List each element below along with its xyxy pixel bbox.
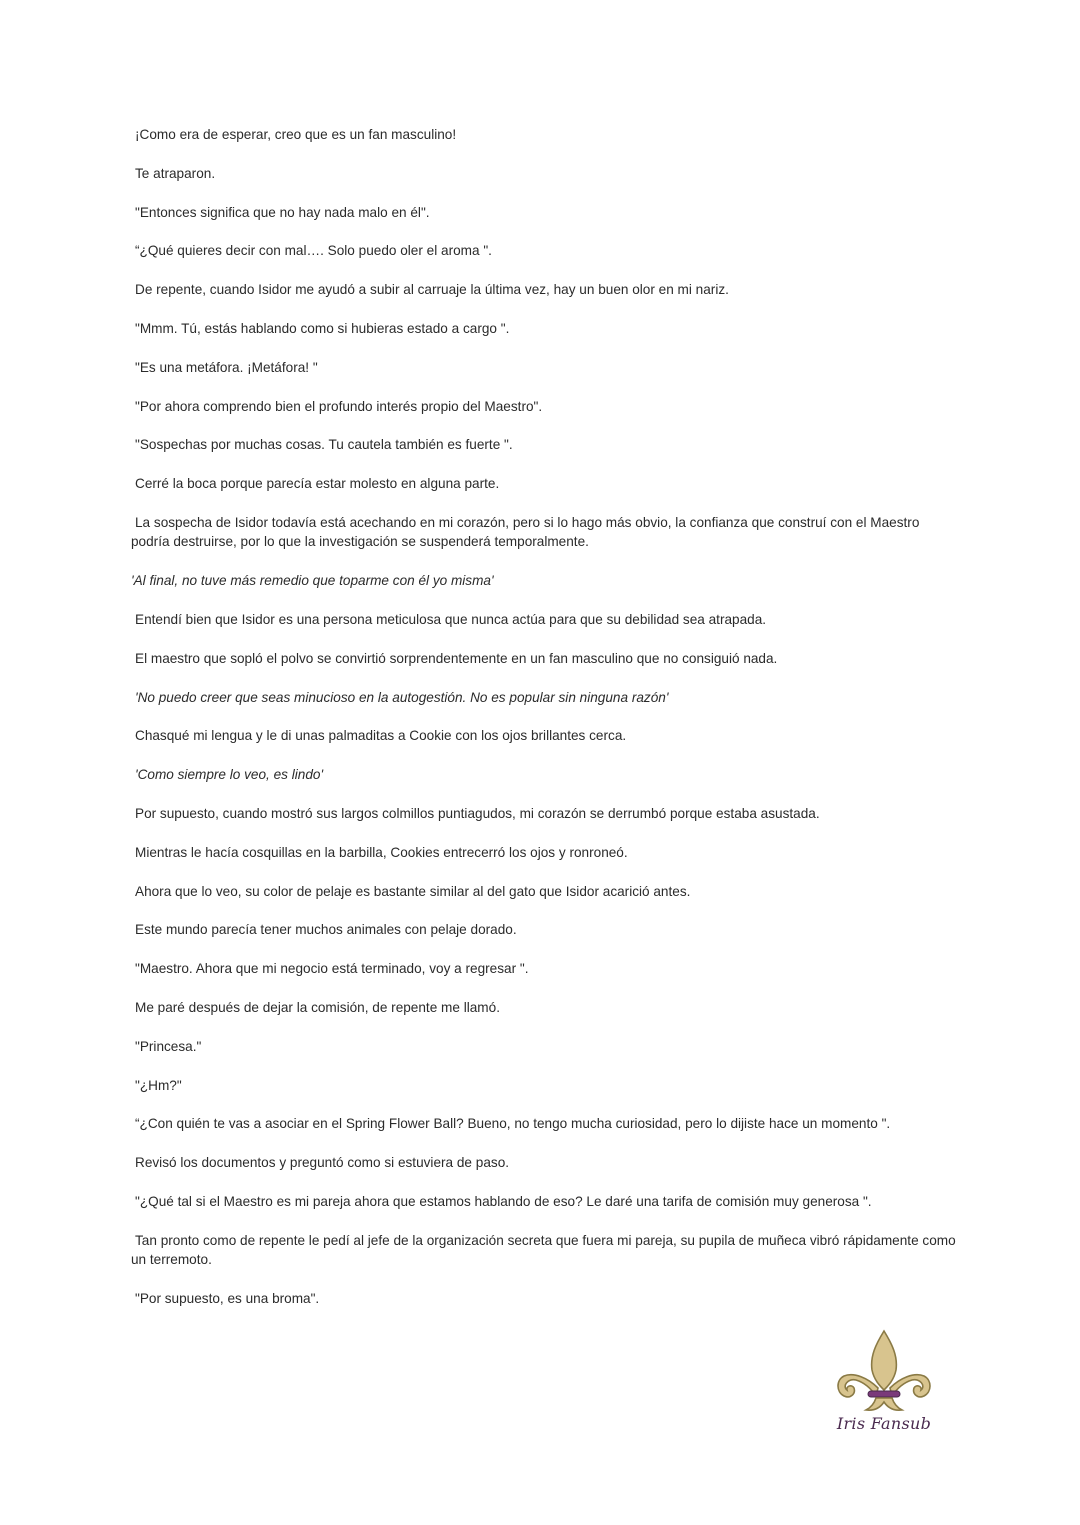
paragraph: Revisó los documentos y preguntó como si estuviera de paso. bbox=[135, 1155, 510, 1171]
paragraph: “¿Qué quieres decir con mal…. Solo puedo oler el aroma ". bbox=[135, 243, 492, 259]
paragraph: De repente, cuando Isidor me ayudó a subir al carruaje la última vez, hay un buen olor en mi nariz. bbox=[135, 282, 729, 298]
paragraph: "Princesa." bbox=[135, 1038, 202, 1054]
paragraph: Te atraparon. bbox=[135, 165, 216, 181]
paragraph: Tan pronto como de repente le pedí al jefe de la organización secreta que fuera mi pareja, su pupila de muñeca vibró rápidamente como un terremoto. bbox=[131, 1232, 956, 1268]
paragraph: ¡Como era de esperar, creo que es un fan masculino! bbox=[135, 127, 457, 142]
document-body bbox=[131, 125, 961, 1328]
paragraph: Mientras le hacía cosquillas en la barbilla, Cookies entrecerró los ojos y ronroneó. bbox=[135, 844, 628, 860]
paragraph: "¿Hm?" bbox=[135, 1077, 182, 1093]
paragraph: El maestro que sopló el polvo se convirtió sorprendentemente en un fan masculino que no consiguió nada. bbox=[135, 650, 778, 666]
paragraph: 'Como siempre lo veo, es lindo' bbox=[135, 767, 324, 783]
paragraph: La sospecha de Isidor todavía está acechando en mi corazón, pero si lo hago más obvio, la confianza que construí con el Maestro podría destruirse, por lo que la investigación se suspenderá temporalmente. bbox=[131, 514, 920, 550]
paragraph: Entendí bien que Isidor es una persona meticulosa que nunca actúa para que su debilidad sea atrapada. bbox=[135, 611, 767, 627]
paragraph: "Entonces significa que no hay nada malo en él". bbox=[135, 204, 430, 220]
paragraph: Cerré la boca porque parecía estar molesto en alguna parte. bbox=[135, 476, 500, 492]
paragraph: 'Al final, no tuve más remedio que toparme con él yo misma' bbox=[131, 573, 494, 589]
paragraph: Chasqué mi lengua y le di unas palmaditas a Cookie con los ojos brillantes cerca. bbox=[135, 728, 627, 744]
paragraph: "Maestro. Ahora que mi negocio está terminado, voy a regresar ". bbox=[135, 961, 529, 977]
paragraph: "Por ahora comprendo bien el profundo interés propio del Maestro". bbox=[135, 398, 543, 414]
paragraph: Me paré después de dejar la comisión, de repente me llamó. bbox=[135, 999, 500, 1015]
paragraph: Este mundo parecía tener muchos animales con pelaje dorado. bbox=[135, 922, 517, 938]
paragraph: "Por supuesto, es una broma". bbox=[135, 1290, 320, 1306]
iris-fansub-logo bbox=[832, 1328, 936, 1440]
fleur-de-lis-icon bbox=[832, 1328, 936, 1416]
paragraph: "Sospechas por muchas cosas. Tu cautela también es fuerte ". bbox=[135, 437, 513, 453]
paragraph: "Es una metáfora. ¡Metáfora! " bbox=[135, 359, 318, 375]
paragraph: “¿Con quién te vas a asociar en el Spring Flower Ball? Bueno, no tengo mucha curiosidad, pero lo dijiste hace un momento ". bbox=[135, 1116, 891, 1132]
logo-text: Iris Fansub bbox=[836, 1414, 932, 1433]
paragraph: "Mmm. Tú, estás hablando como si hubieras estado a cargo ". bbox=[135, 320, 510, 336]
paragraph: "¿Qué tal si el Maestro es mi pareja ahora que estamos hablando de eso? Le daré una tarifa de comisión muy generosa ". bbox=[135, 1193, 872, 1209]
paragraph: Por supuesto, cuando mostró sus largos colmillos puntiagudos, mi corazón se derrumbó porque estaba asustada. bbox=[135, 805, 820, 821]
paragraph: Ahora que lo veo, su color de pelaje es bastante similar al del gato que Isidor acarició antes. bbox=[135, 883, 691, 899]
paragraph: 'No puedo creer que seas minucioso en la autogestión. No es popular sin ninguna razón' bbox=[135, 689, 669, 705]
